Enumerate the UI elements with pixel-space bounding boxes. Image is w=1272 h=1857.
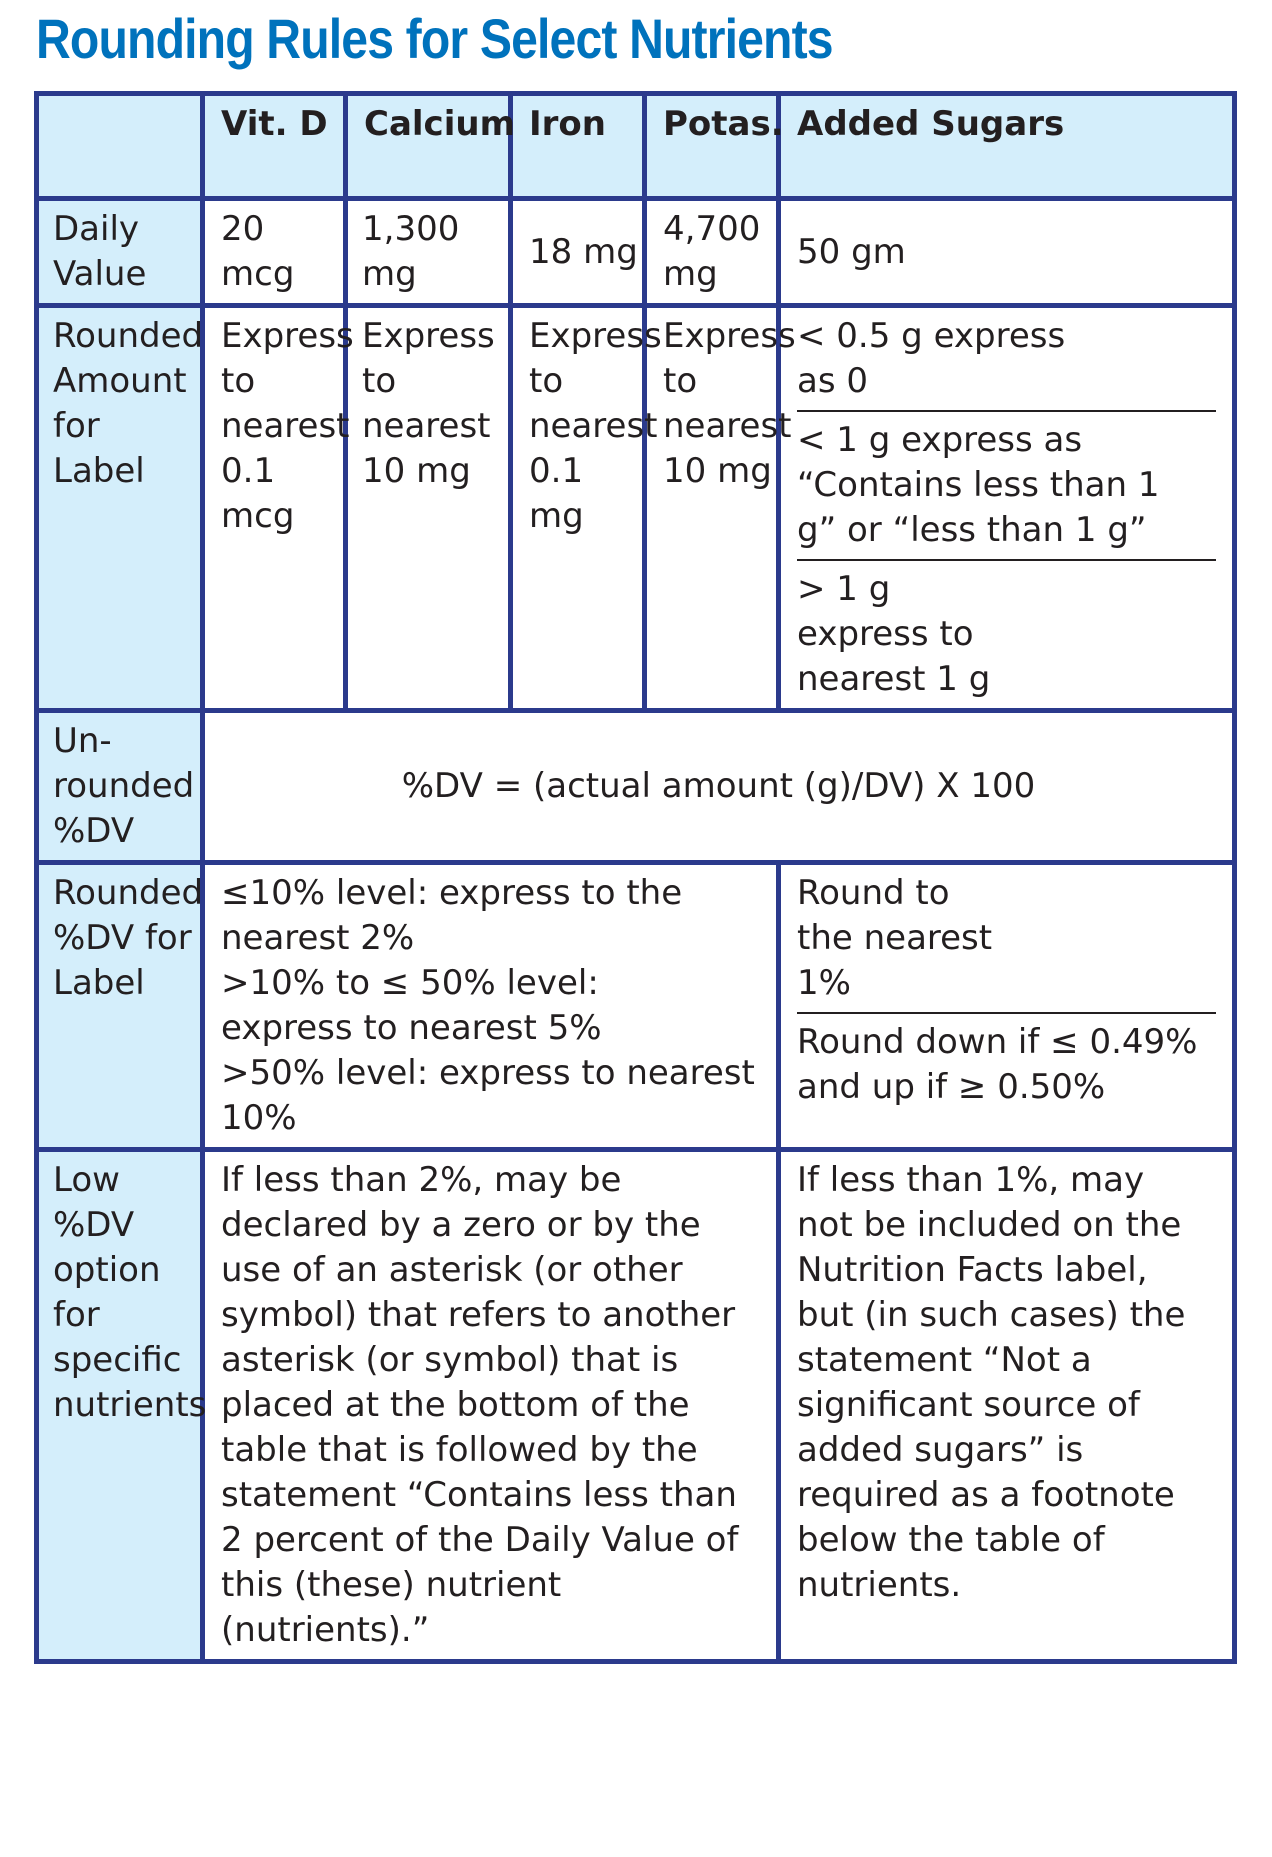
unrounded-dv-formula: %DV = (actual amount (g)/DV) X 100 — [203, 711, 1235, 863]
rounded-amount-calcium: Express to nearest 10 mg — [346, 306, 511, 711]
row-header-unrounded-dv: Un-rounded %DV — [37, 711, 203, 863]
rounded-dv-rule-high: >50% level: express to nearest 10% — [221, 1053, 755, 1138]
rounded-amount-row — [37, 306, 1235, 711]
row-header-rounded-amount: Rounded Amount for Label — [37, 306, 203, 711]
added-sugars-rule-below-half-gram: < 0.5 g express as 0 — [797, 314, 1216, 412]
low-dv-row — [37, 1150, 1235, 1662]
rounded-amount-added-sugars — [779, 306, 1235, 711]
row-header-low-dv: Low %DV option for specific nutrients — [37, 1150, 203, 1662]
rounding-rules-table — [34, 91, 1237, 1664]
row-header-rounded-dv: Rounded %DV for Label — [37, 863, 203, 1150]
daily-value-row — [37, 199, 1235, 306]
column-header-added-sugars: Added Sugars — [779, 94, 1235, 199]
page-title: Rounding Rules for Select Nutrients — [36, 7, 833, 70]
corner-header — [37, 94, 203, 199]
low-dv-added-sugars-text: If less than 1%, may not be included on the Nutrition Facts label, but (in such cases) the statement “Not a significant source of added sugars” is required as a footnote below the table of nutrients. — [779, 1150, 1235, 1662]
rounded-dv-rule-low: ≤10% level: express to the nearest 2% — [221, 873, 683, 958]
rounded-dv-added-sugars — [779, 863, 1235, 1150]
daily-value-potassium: 4,700 mg — [645, 199, 779, 306]
rounded-amount-vit-d: Express to nearest 0.1 mcg — [203, 306, 346, 711]
column-header-potassium: Potas. — [645, 94, 779, 199]
rounded-dv-rule-mid: >10% to ≤ 50% level: express to nearest 5% — [221, 963, 602, 1048]
added-sugars-rule-above-one-gram: > 1 g express to nearest 1 g — [797, 569, 991, 699]
daily-value-iron: 18 mg — [511, 199, 645, 306]
daily-value-vit-d: 20 mcg — [203, 199, 346, 306]
rounded-amount-potassium: Express to nearest 10 mg — [645, 306, 779, 711]
low-dv-option-text: If less than 2%, may be declared by a zero or by the use of an asterisk (or other symbol) that refers to another asterisk (or symbol) that is placed at the bottom of the table that is followed by the statement “Contains less than 2 percent of the Daily Value of this (these) nutrient (nutrients).” — [203, 1150, 779, 1662]
added-sugars-dv-round-rule: Round to the nearest 1% — [797, 871, 1216, 1014]
row-header-daily-value: Daily Value — [37, 199, 203, 306]
column-header-calcium: Calcium — [346, 94, 511, 199]
added-sugars-rule-below-one-gram: < 1 g express as “Contains less than 1 g” or “less than 1 g” — [797, 412, 1216, 561]
rounded-amount-iron: Express to nearest 0.1 mg — [511, 306, 645, 711]
daily-value-added-sugars: 50 gm — [779, 199, 1235, 306]
rounded-dv-row — [37, 863, 1235, 1150]
added-sugars-dv-direction-rule: Round down if ≤ 0.49% and up if ≥ 0.50% — [797, 1022, 1198, 1107]
rounded-dv-rules — [203, 863, 779, 1150]
column-header-iron: Iron — [511, 94, 645, 199]
daily-value-calcium: 1,300 mg — [346, 199, 511, 306]
column-header-vit-d: Vit. D — [203, 94, 346, 199]
header-row — [37, 94, 1235, 199]
unrounded-dv-row — [37, 711, 1235, 863]
